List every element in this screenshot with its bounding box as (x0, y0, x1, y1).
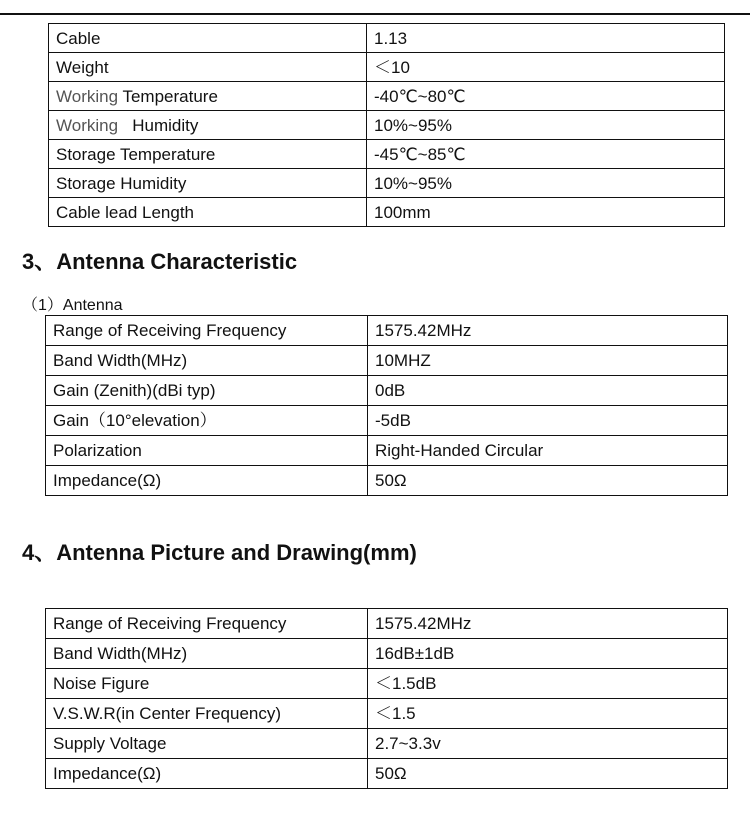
spec-label (49, 111, 367, 140)
spec-label: Gain（10°elevation） (46, 406, 368, 436)
spec-label: Gain (Zenith)(dBi typ) (46, 376, 368, 406)
spec-value: 10%~95% (367, 169, 725, 198)
table-row (46, 316, 728, 346)
spec-value: 2.7~3.3v (368, 729, 728, 759)
spec-value: 1.13 (367, 24, 725, 53)
spec-label: Cable lead Length (49, 198, 367, 227)
spec-value: -40℃~80℃ (367, 82, 725, 111)
table-row (46, 376, 728, 406)
spec-value: 50Ω (368, 759, 728, 789)
spec-value: 0dB (368, 376, 728, 406)
spec-value: ＜10 (367, 53, 725, 82)
spec-value: 16dB±1dB (368, 639, 728, 669)
table-row (46, 466, 728, 496)
table-row (46, 406, 728, 436)
top-divider (0, 13, 750, 15)
table-row (46, 699, 728, 729)
spec-label: Storage Temperature (49, 140, 367, 169)
table-row (49, 53, 725, 82)
spec-label: Supply Voltage (46, 729, 368, 759)
antenna-characteristic-table (45, 315, 728, 496)
spec-label: Cable (49, 24, 367, 53)
table-row (46, 609, 728, 639)
spec-value: -5dB (368, 406, 728, 436)
spec-label: Range of Receiving Frequency (46, 609, 368, 639)
spec-label-part: Working (56, 86, 119, 106)
spec-label: Polarization (46, 436, 368, 466)
subsection-heading-antenna: （1）Antenna (22, 297, 123, 314)
table-row (46, 639, 728, 669)
table-row (46, 729, 728, 759)
spec-label-part: Humidity (118, 115, 199, 135)
spec-value: 10MHZ (368, 346, 728, 376)
table-row (49, 24, 725, 53)
spec-label (49, 82, 367, 111)
spec-value: ＜1.5dB (368, 669, 728, 699)
spec-value: 100mm (367, 198, 725, 227)
spec-label: Impedance(Ω) (46, 759, 368, 789)
spec-value: 1575.42MHz (368, 316, 728, 346)
spec-label: Weight (49, 53, 367, 82)
section-heading-antenna-characteristic: 3、Antenna Characteristic (22, 249, 298, 274)
cable-spec-table (48, 23, 725, 227)
spec-label: Band Width(MHz) (46, 639, 368, 669)
table-row (46, 669, 728, 699)
spec-value: 50Ω (368, 466, 728, 496)
spec-value: -45℃~85℃ (367, 140, 725, 169)
table-row (49, 198, 725, 227)
table-row (46, 759, 728, 789)
table-row (49, 82, 725, 111)
table-row (49, 140, 725, 169)
lna-spec-table (45, 608, 728, 789)
spec-value: Right-Handed Circular (368, 436, 728, 466)
spec-label: Storage Humidity (49, 169, 367, 198)
spec-label: Noise Figure (46, 669, 368, 699)
table-row (49, 169, 725, 198)
spec-label-part: Working (56, 115, 119, 135)
spec-value: ＜1.5 (368, 699, 728, 729)
spec-label: Impedance(Ω) (46, 466, 368, 496)
table-row (49, 111, 725, 140)
section-heading-antenna-picture: 4、Antenna Picture and Drawing(mm) (22, 540, 417, 565)
table-row (46, 346, 728, 376)
spec-label: Band Width(MHz) (46, 346, 368, 376)
table-row (46, 436, 728, 466)
spec-label-part: Temperature (118, 86, 218, 106)
spec-value: 1575.42MHz (368, 609, 728, 639)
spec-label: Range of Receiving Frequency (46, 316, 368, 346)
spec-label: V.S.W.R(in Center Frequency) (46, 699, 368, 729)
spec-value: 10%~95% (367, 111, 725, 140)
